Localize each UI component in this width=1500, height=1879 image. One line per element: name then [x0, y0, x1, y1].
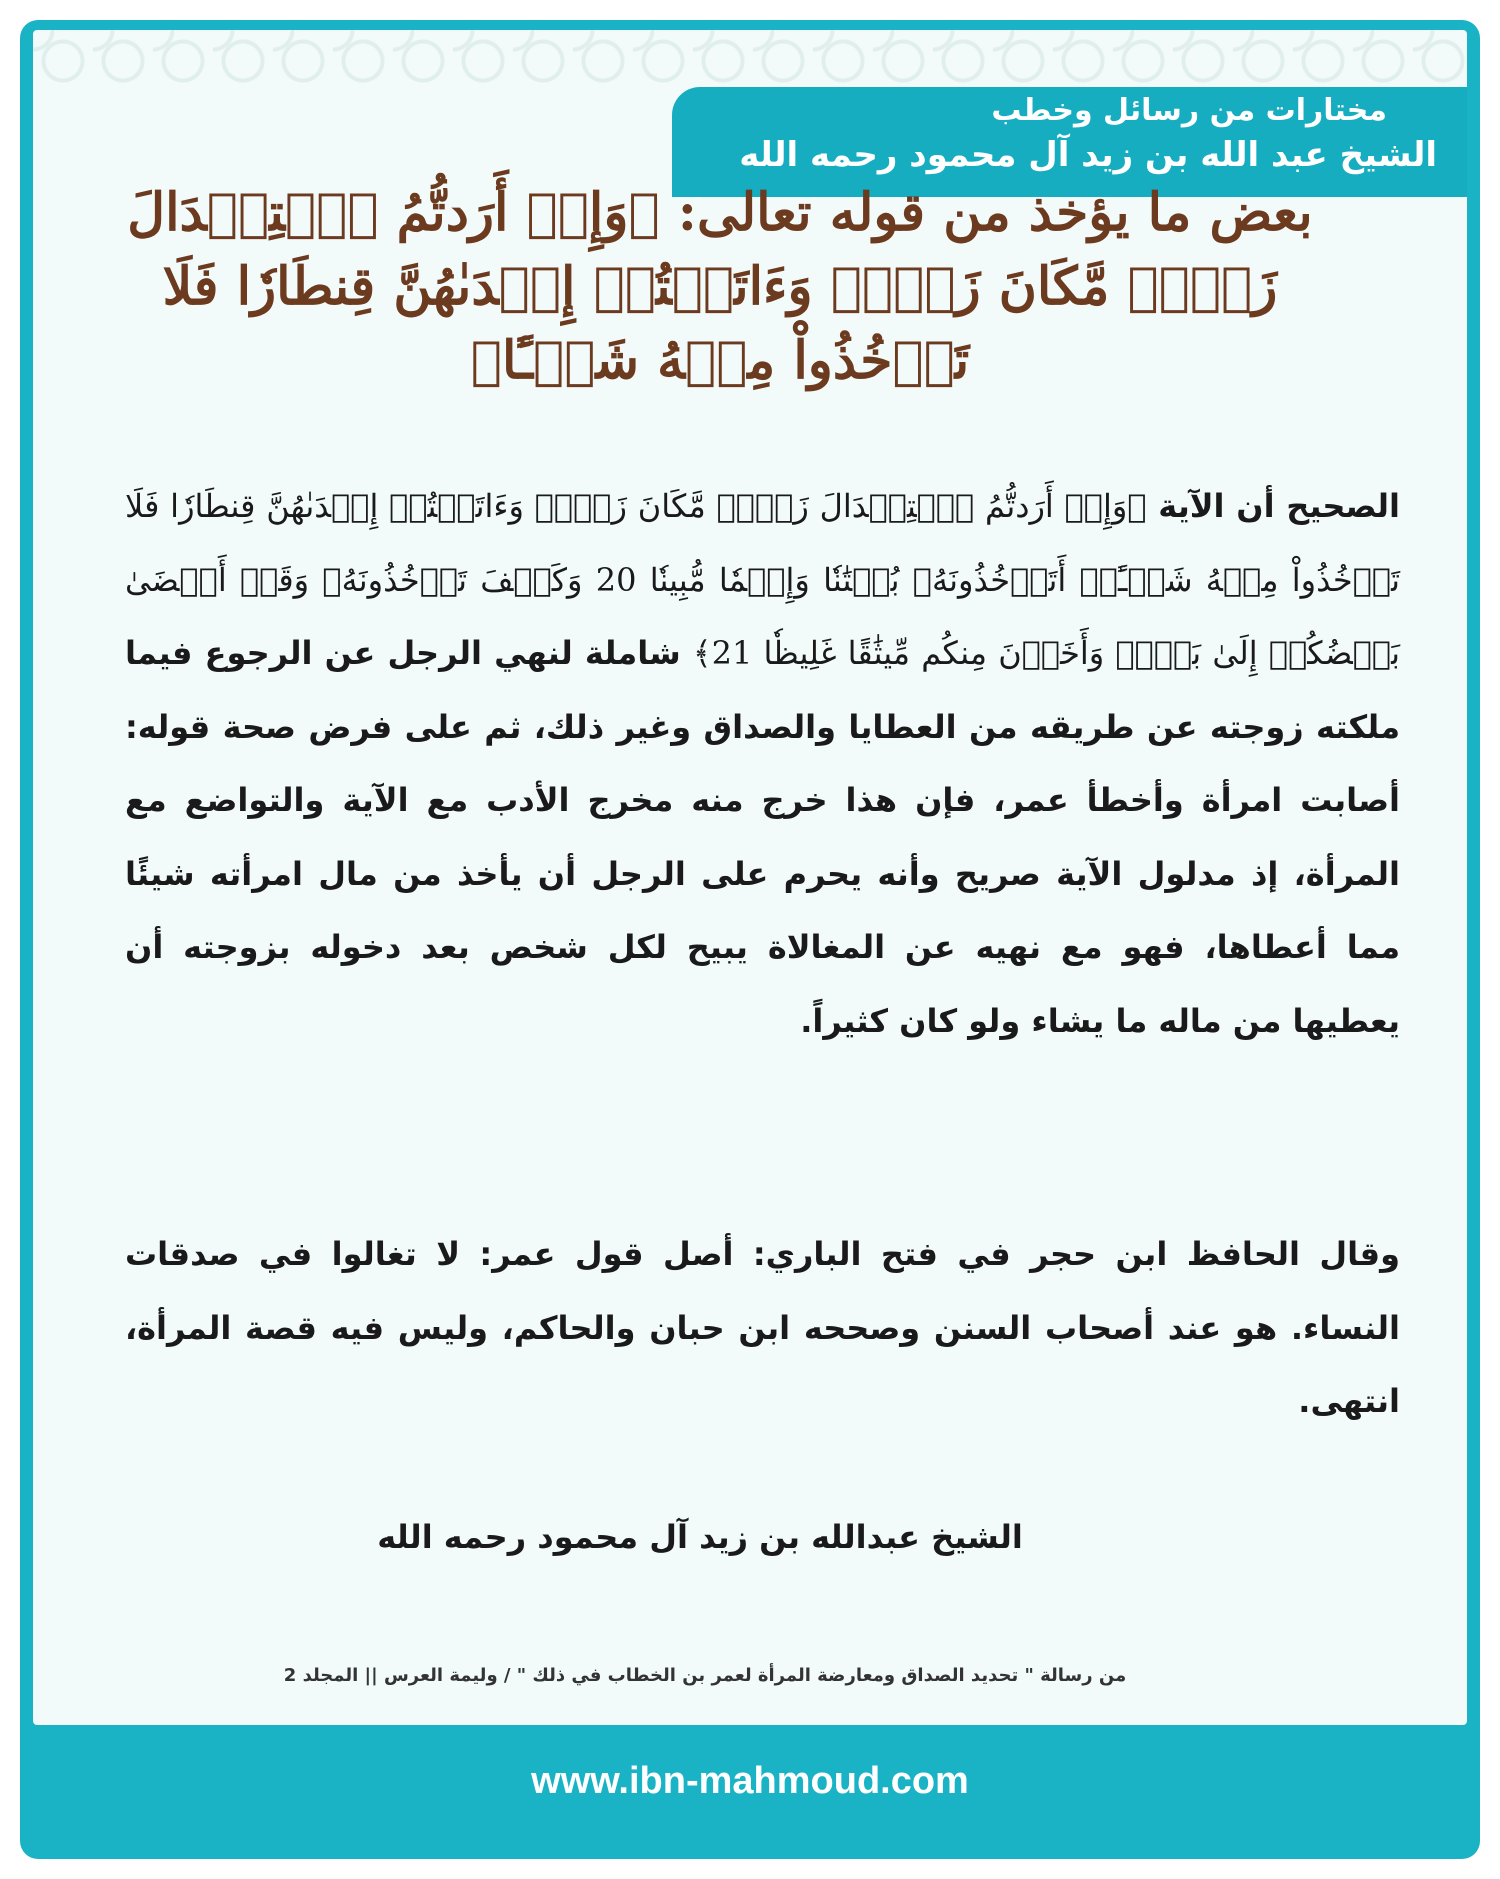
body-intro: الصحيح أن الآية: [1146, 487, 1400, 525]
page-title: بعض ما يؤخذ من قوله تعالى: ﴿وَإِنۡ أَرَدتُّمُ ٱسۡتِبۡدَالَ زَوۡجٖ مَّكَانَ زَوۡجٖ وَءَاتَيۡتُمۡ إِحۡدَىٰهُنَّ قِنطَارٗا فَلَا تَأۡخُذُواْ مِنۡهُ شَيۡـًٔا﴾: [127, 182, 1313, 391]
header-author: الشيخ عبد الله بن زيد آل محمود رحمه الله: [739, 135, 1437, 175]
signature: الشيخ عبدالله بن زيد آل محمود رحمه الله: [377, 1518, 1023, 1556]
ibn-hajar-paragraph: وقال الحافظ ابن حجر في فتح الباري: أصل قول عمر: لا تغالوا في صدقات النساء. هو عند أصحاب السنن وصححه ابن حبان والحاكم، وليس فيه قصة المرأة، انتهى.: [125, 1235, 1400, 1420]
quran-verse: ﴿وَإِنۡ أَرَدتُّمُ ٱسۡتِبۡدَالَ زَوۡجٖ مَّكَانَ زَوۡجٖ وَءَاتَيۡتُمۡ إِحۡدَىٰهُنَّ قِنطَارٗا فَلَا تَأۡخُذُواْ مِنۡهُ شَيۡـًٔاۚ أَتَأۡخُذُونَهُۥ بُهۡتَٰنٗا وَإِثۡمٗا مُّبِينٗا 20 وَكَيۡفَ تَأۡخُذُونَهُۥ وَقَدۡ أَفۡضَىٰ بَعۡضُكُمۡ إِلَىٰ بَعۡضٖ وَأَخَذۡنَ مِنكُم مِّيثَٰقًا غَلِيظٗا 21﴾: [125, 487, 1401, 672]
website-link[interactable]: www.ibn-mahmoud.com: [531, 1760, 969, 1802]
decorative-pattern: [33, 30, 1467, 92]
header-series-title: مختارات من رسائل وخطب: [991, 93, 1387, 128]
body-rest: شاملة لنهي الرجل عن الرجوع فيما ملكته زوجته عن طريقه من العطايا والصداق وغير ذلك، ثم على فرض صحة قوله: أصابت امرأة وأخطأ عمر، فإن هذا خرج منه مخرج الأدب مع الآية والتواضع مع المرأة، إذ مدلول الآية صريح وأنه يحرم على الرجل أن يأخذ من مال امرأته شيئًا مما أعطاها، فهو مع نهيه عن المغالاة يبيح لكل شخص بعد دخوله بزوجته أن يعطيها من ماله ما يشاء ولو كان كثيراً.: [125, 634, 1400, 1040]
source-citation: من رسالة " تحديد الصداق ومعارضة المرأة لعمر بن الخطاب في ذلك " / وليمة العرس || المجلد 2: [283, 1665, 1127, 1686]
body-paragraph: [125, 470, 1400, 1058]
